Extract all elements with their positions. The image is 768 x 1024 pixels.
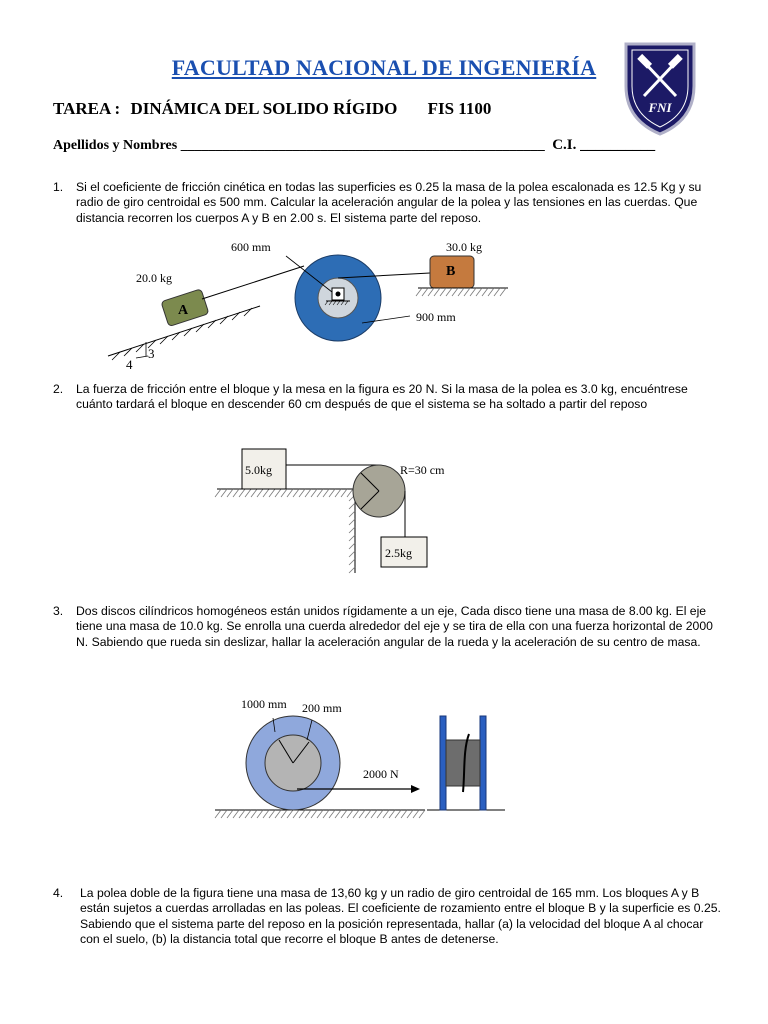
label-block-a: A: [178, 303, 189, 318]
ci-field-label: C.I. __________: [552, 137, 656, 153]
problem-text: Dos discos cilíndricos homogéneos están unidos rígidamente a un eje, Cada disco tiene una masa de 8.00 kg. El eje tiene una masa de 10.0 kg. Se enrolla una cuerda alrededor del eje y se tira de ella con una fuerza horizontal de 2000 N. Sabiendo que rueda sin deslizar, hallar la aceleración angular de la rueda y la aceleración de su centro de masa.: [76, 604, 713, 649]
label-600mm: 600 mm: [231, 240, 271, 254]
label-30kg: 30.0 kg: [446, 240, 482, 254]
slope-label-3: 3: [148, 346, 155, 361]
problem-text: La fuerza de fricción entre el bloque y la mesa en la figura es 20 N. Si la masa de la polea es 3.0 kg, encuéntrese cuánto tardará el bloque en descender 60 cm después de que el sistema se ha soltado a partir del reposo: [76, 382, 688, 412]
problem-number: 3.: [53, 604, 64, 618]
problem-text: La polea doble de la figura tiene una masa de 13,60 kg y un radio de giro centroidal de 165 mm. Los bloques A y B están sujetos a cuerdas arrolladas en las poleas. El coeficiente de rozamiento entre el bloque B y la superficie es 0.25. Sabiendo que el sistema parte del reposo en la posición representada, hallar (a) la velocidad del bloque A al chocar con el suelo, (b) la distancia total que recorre el bloque B antes de detenerse.: [80, 886, 721, 946]
page-title: FACULTAD NACIONAL DE INGENIERÍA: [171, 55, 597, 80]
name-field-label: Apellidos y Nombres ____________________________________________________: [53, 138, 545, 153]
label-20kg: 20.0 kg: [136, 271, 172, 285]
problem-4: [53, 886, 723, 948]
fni-logo: [620, 40, 700, 136]
logo-text: FNI: [648, 100, 672, 115]
problem-2: [53, 382, 723, 414]
task-prefix: TAREA :: [53, 99, 121, 118]
problem-1: [53, 180, 723, 226]
student-info-line: [53, 137, 655, 154]
course-code: FIS 1100: [427, 99, 492, 118]
label-5kg: 5.0kg: [245, 463, 272, 477]
problem-number: 2.: [53, 382, 64, 396]
label-2000n: 2000 N: [363, 767, 399, 781]
label-900mm: 900 mm: [416, 310, 456, 324]
figure-1: [100, 238, 520, 378]
problem-text: Si el coeficiente de fricción cinética en todas las superficies es 0.25 la masa de la polea escalonada es 12.5 Kg y su radio de giro centroidal es 500 mm. Calcular la aceleración angular de la polea y las tensiones en las cuerdas. Que distancia recorren los cuerpos A y B en 2.00 s. El sistema parte del reposo.: [76, 180, 702, 225]
problem-number: 1.: [53, 180, 64, 194]
problem-3: [53, 604, 723, 666]
slope-label-4: 4: [126, 357, 133, 372]
label-2-5kg: 2.5kg: [385, 546, 412, 560]
task-line: [53, 99, 491, 119]
task-topic: DINÁMICA DEL SOLIDO RÍGIDO: [130, 99, 398, 118]
label-200mm: 200 mm: [302, 701, 342, 715]
label-radius: R=30 cm: [400, 463, 445, 477]
label-block-b: B: [446, 264, 456, 279]
problem-number: 4.: [53, 886, 64, 900]
label-1000mm: 1000 mm: [241, 697, 287, 711]
